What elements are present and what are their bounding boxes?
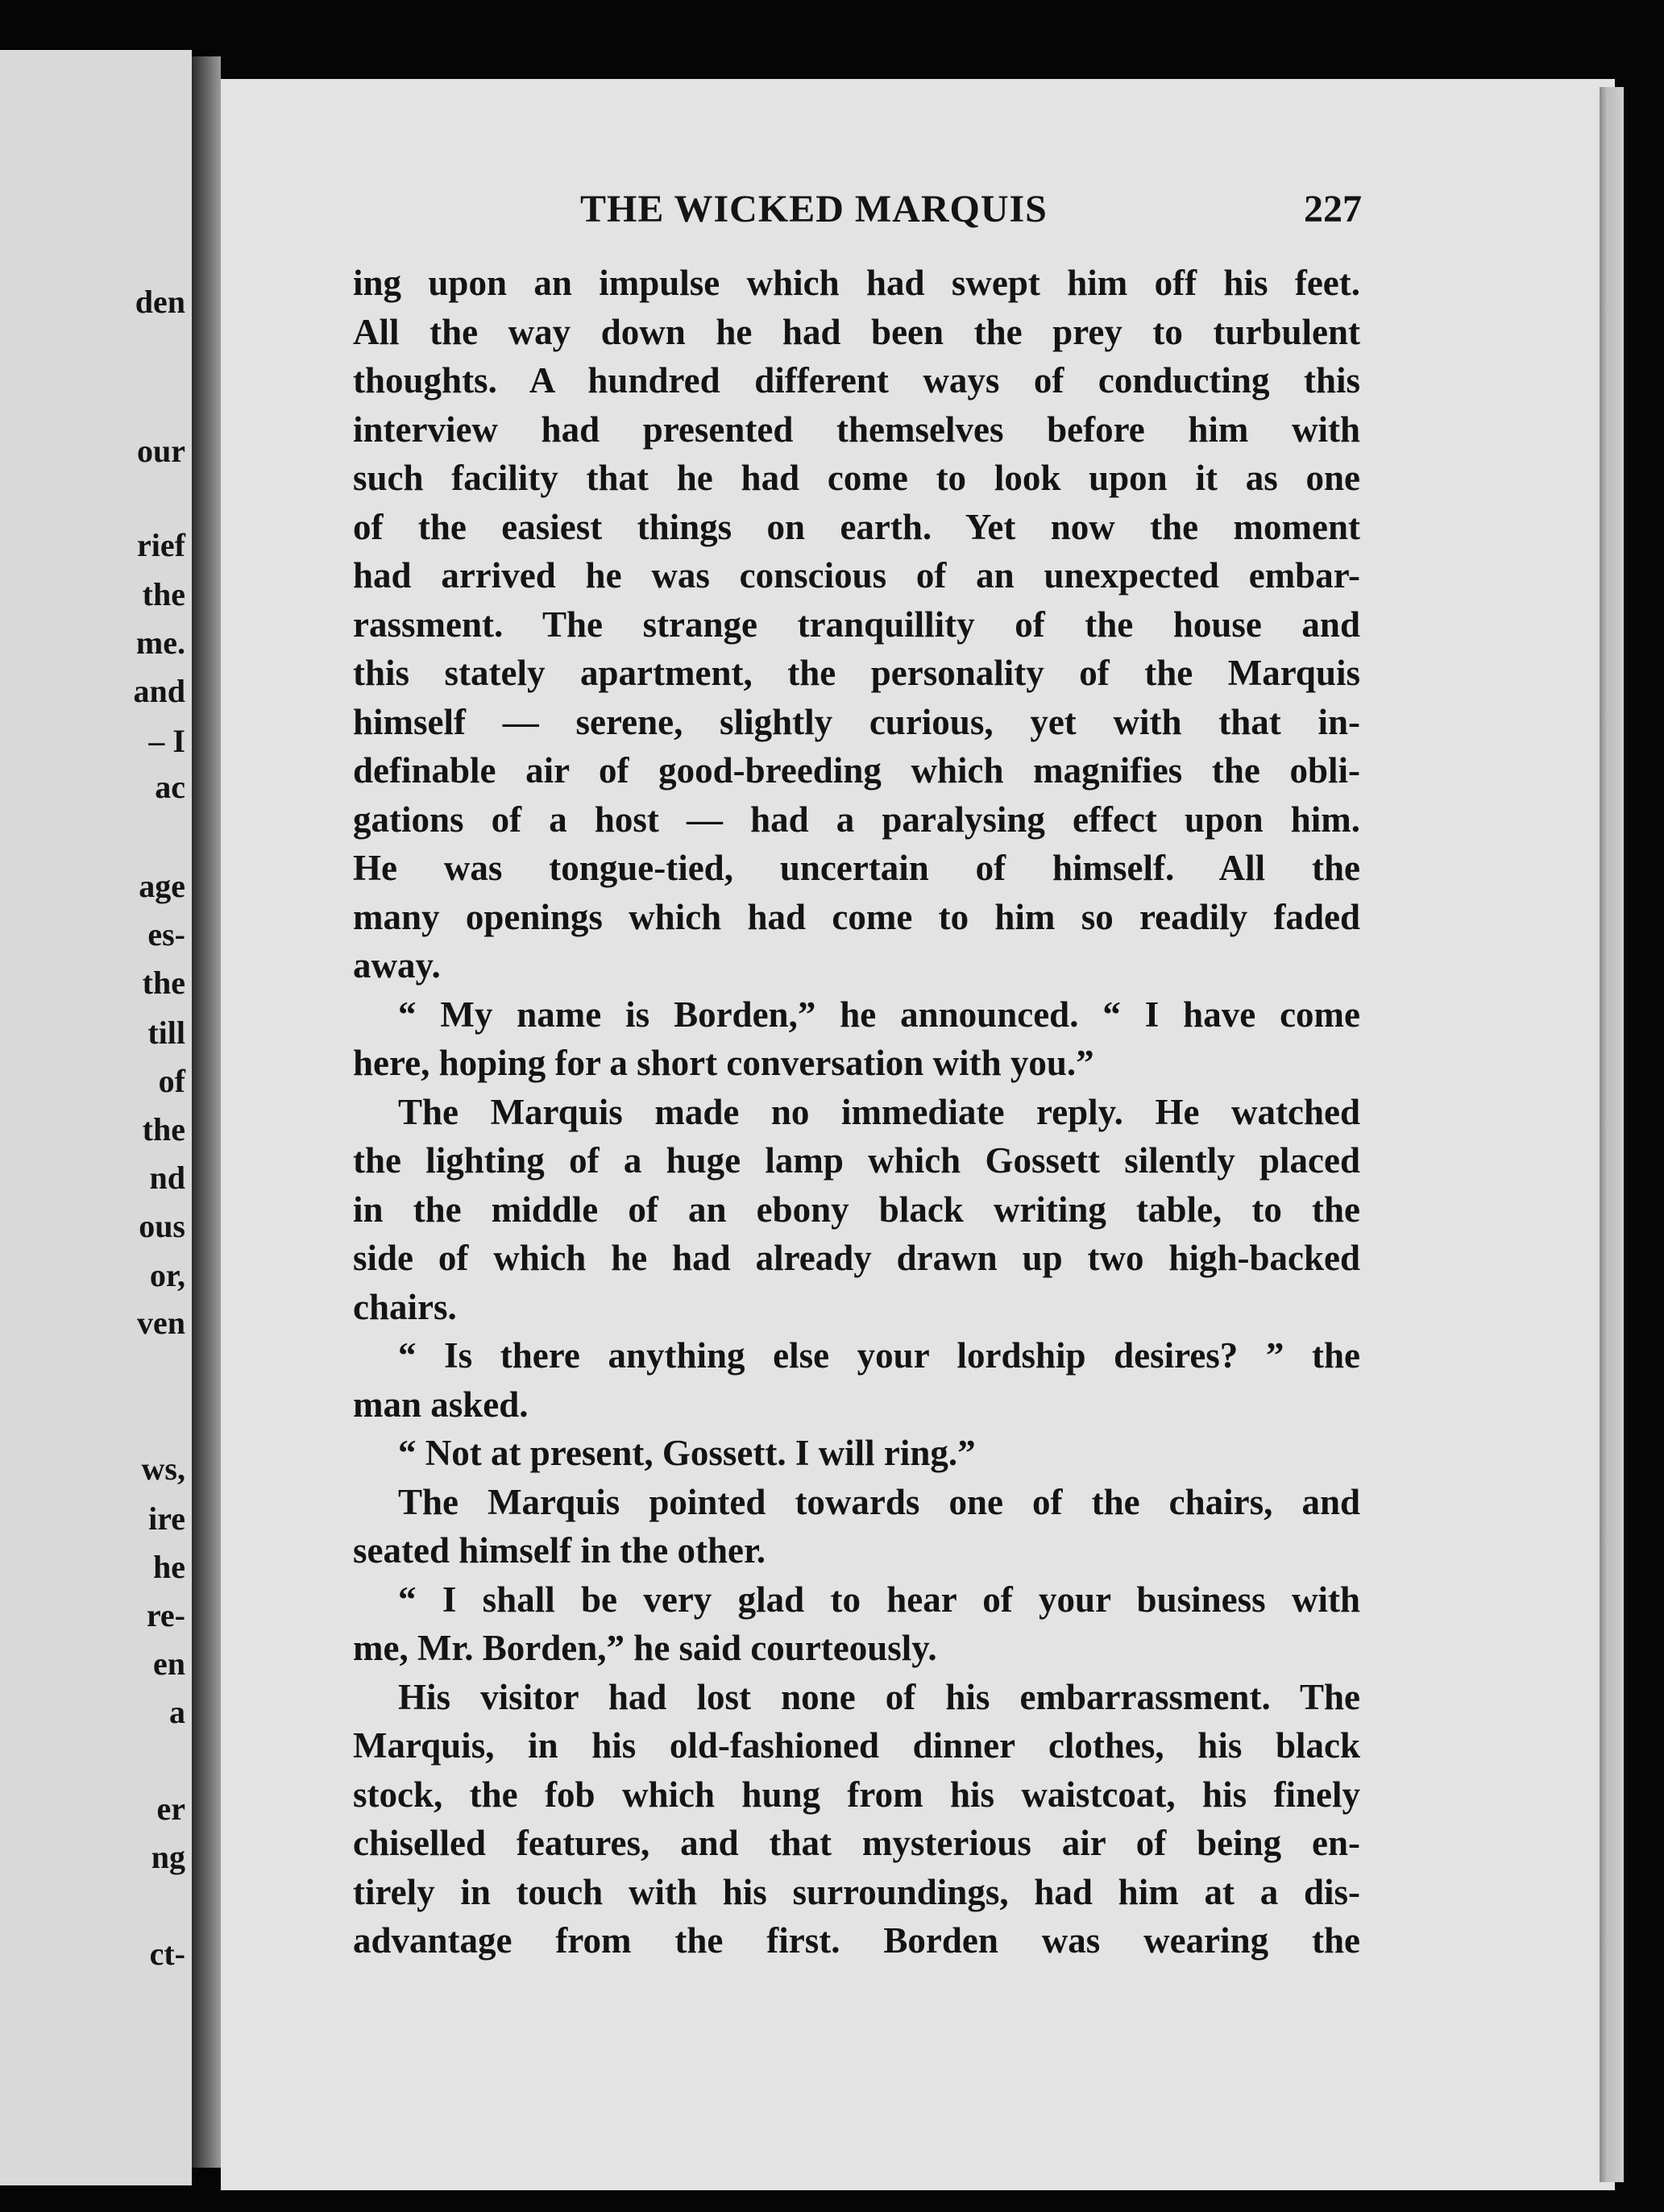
text-line: His visitor had lost none of his embarrassment. The [398,1676,1360,1717]
left-page-fragment: ac [155,769,185,805]
left-page-fragment: or, [149,1257,185,1293]
text-line: seated himself in the other. [353,1530,766,1571]
text-line: gations of a host — had a paralysing effect upon him. [353,799,1360,840]
left-page-fragment: of [158,1063,185,1099]
text-line: of the easiest things on earth. Yet now the moment [353,506,1360,547]
text-line: interview had presented themselves before him with [353,409,1360,450]
text-line: advantage from the first. Borden was wearing the [353,1920,1360,1961]
left-page-fragment: he [153,1549,185,1585]
text-line: definable air of good-breeding which magnifies the obli- [353,750,1360,791]
left-page-fragment: ng [151,1839,185,1875]
left-page-fragment: er [156,1791,185,1827]
left-page-fragment: ct- [149,1936,185,1972]
left-page-fragment: nd [149,1160,185,1196]
text-line: here, hoping for a short conversation with you.” [353,1043,1094,1083]
text-line: such facility that he had come to look upon it as one [353,458,1360,498]
left-page-fragment: ws, [141,1450,185,1487]
text-line: The Marquis pointed towards one of the chairs, and [398,1481,1360,1522]
left-page-fragment: age [139,868,185,904]
left-page-fragment: the [142,1111,185,1148]
text-line: had arrived he was conscious of an unexpected embar- [353,555,1360,596]
text-line: “ Not at present, Gossett. I will ring.” [398,1433,976,1473]
left-page-fragment: en [153,1646,185,1682]
page-header [580,187,1362,251]
page-edge-shadow [1600,87,1624,2182]
left-page-fragment: me. [135,625,185,661]
text-line: chiselled features, and that mysterious air of being en- [353,1823,1360,1863]
text-line: “ I shall be very glad to hear of your business with [398,1579,1360,1620]
left-page-fragment: rief [137,527,185,563]
left-page-fragment: den [135,284,185,320]
text-line: me, Mr. Borden,” he said courteously. [353,1628,937,1668]
text-line: stock, the fob which hung from his waistcoat, his finely [353,1774,1360,1815]
left-page-fragment: ven [137,1305,185,1341]
text-line: himself — serene, slightly curious, yet with that in- [353,701,1360,742]
text-line: “ Is there anything else your lordship desires? ” the [398,1335,1360,1376]
text-line: The Marquis made no immediate reply. He watched [398,1091,1360,1132]
left-page-fragment: our [137,433,185,469]
text-line: the lighting of a huge lamp which Gossett silently placed [353,1140,1360,1181]
left-page-fragment: the [142,965,185,1001]
left-page-edge [0,50,192,2185]
text-line: “ My name is Borden,” he announced. “ I have come [398,994,1360,1035]
text-line: chairs. [353,1286,457,1327]
running-title: THE WICKED MARQUIS [580,188,1048,230]
text-line: thoughts. A hundred different ways of conducting this [353,360,1360,400]
left-page-fragment: ous [139,1208,185,1244]
text-line: rassment. The strange tranquillity of the house and [353,604,1360,645]
left-page-fragment: es- [147,916,185,952]
text-line: He was tongue-tied, uncertain of himself. All the [353,848,1360,888]
left-page-fragment: – I [148,723,185,759]
page-number: 227 [1304,188,1362,230]
left-page-fragment: till [147,1015,185,1051]
left-page-fragment: ire [148,1500,185,1537]
text-line: man asked. [353,1384,529,1425]
body-text [353,259,1360,1965]
text-line: Marquis, in his old-fashioned dinner clothes, his black [353,1725,1360,1766]
left-page-fragment: a [169,1694,185,1730]
book-gutter [192,56,221,2168]
left-page-fragment: the [142,576,185,612]
text-line: this stately apartment, the personality of the Marquis [353,653,1360,693]
text-line: All the way down he had been the prey to turbulent [353,311,1360,352]
text-line: tirely in touch with his surroundings, had him at a dis- [353,1871,1360,1912]
text-line: side of which he had already drawn up two high-backed [353,1238,1360,1278]
left-page-fragment: and [133,673,185,709]
text-line: in the middle of an ebony black writing table, to the [353,1189,1360,1230]
text-line: away. [353,945,441,986]
left-page-fragment: re- [146,1597,185,1633]
text-line: ing upon an impulse which had swept him off his feet. [353,263,1360,303]
text-line: many openings which had come to him so readily faded [353,896,1360,937]
